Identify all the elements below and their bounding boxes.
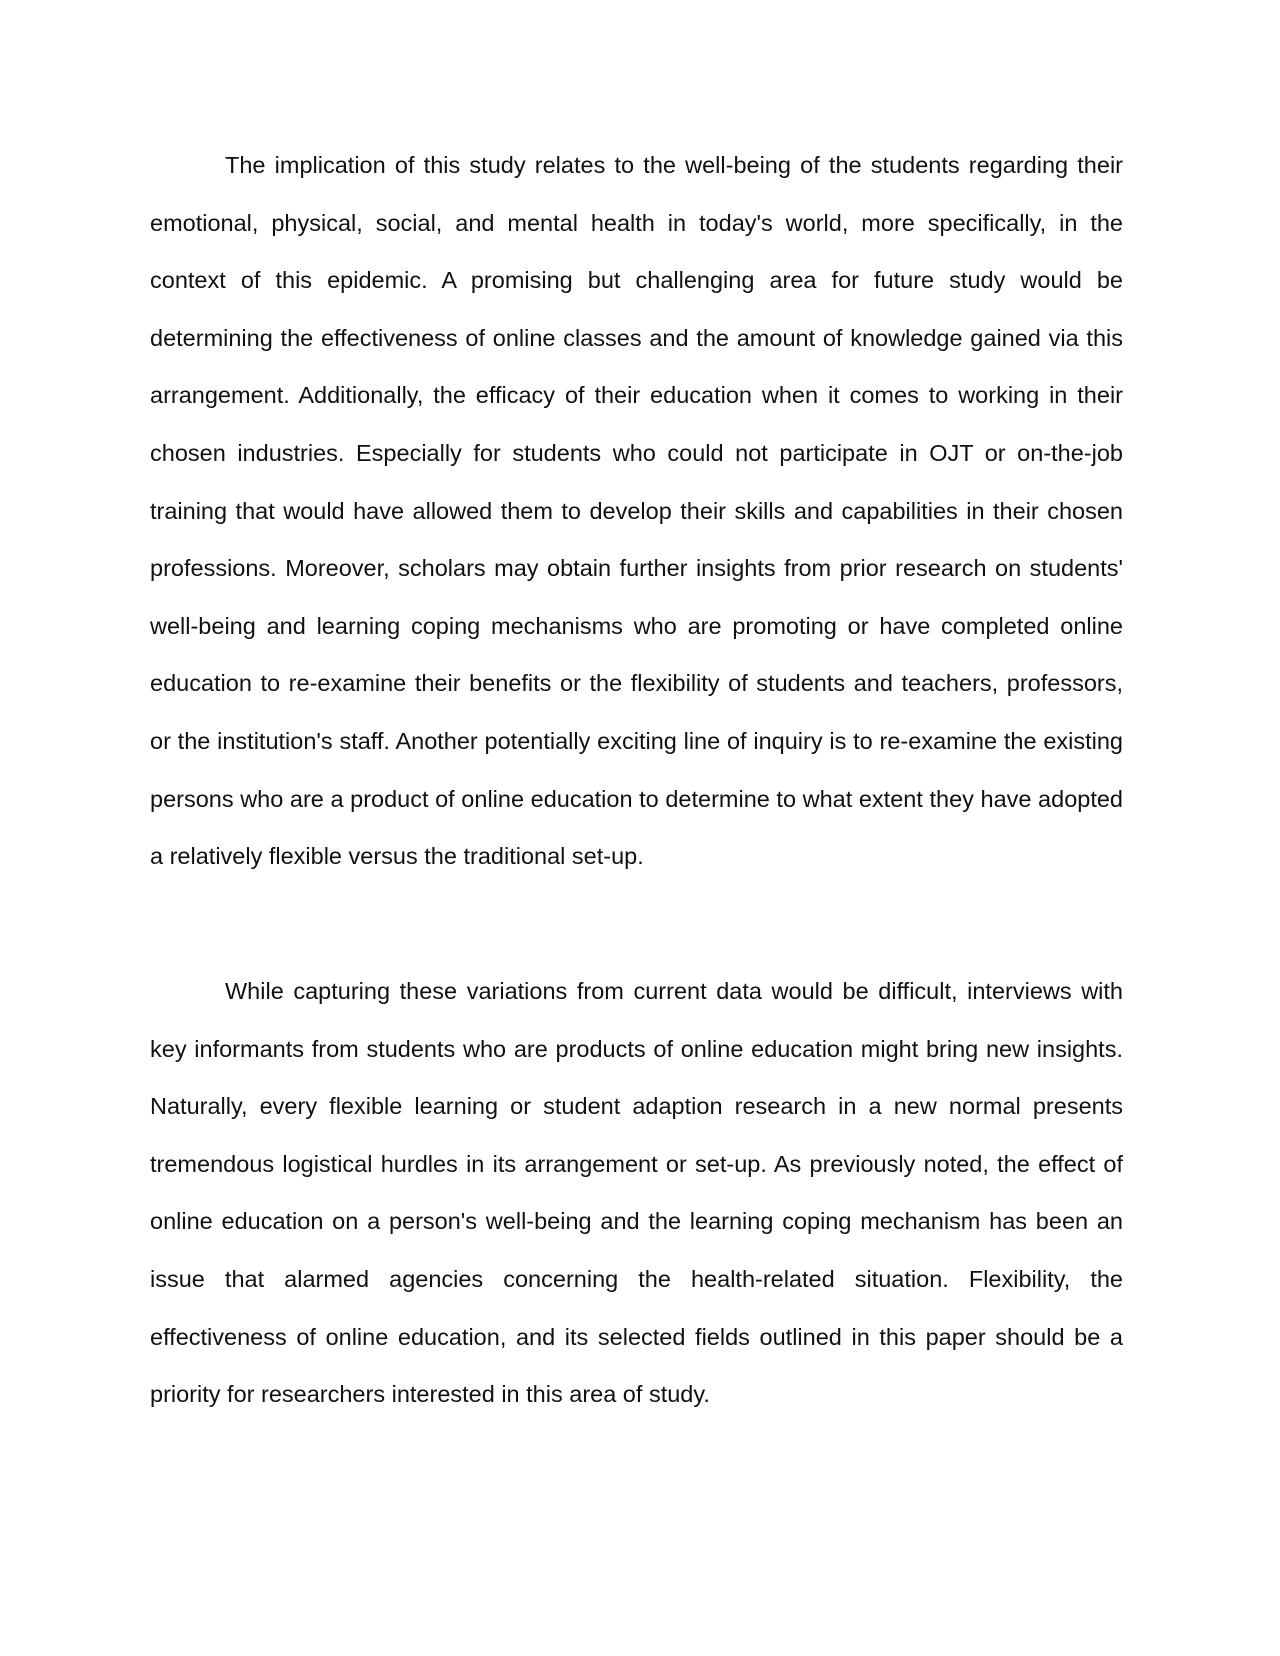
body-paragraph-implications: The implication of this study relates to the well-being of the students regarding their emotional, physical, social, and mental health in today's world, more specifically, in the context of this epidemic. A promising but challenging area for future study would be determining the effectiveness of online classes and the amount of knowledge gained via this arrangement. Additionally, the efficacy of their education when it comes to working in their chosen industries. Especially for students who could not participate in OJT or on-the-job training that would have allowed them to develop their skills and capabilities in their chosen professions. Moreover, scholars may obtain further insights from prior research on students' well-being and learning coping mechanisms who are promoting or have completed online education to re-examine their benefits or the flexibility of students and teachers, professors, or the institution's staff. Another potentially exciting line of inquiry is to re-examine the existing persons who are a product of online education to determine to what extent they have adopted a relatively flexible versus the traditional set-up. bbox=[150, 152, 1123, 870]
body-paragraph-future-research: While capturing these variations from current data would be difficult, interviews with key informants from students who are products of online education might bring new insights. Naturally, every flexible learning or student adaption research in a new normal presents tremendous logistical hurdles in its arrangement or set-up. As previously noted, the effect of online education on a person's well-being and the learning coping mechanism has been an issue that alarmed agencies concerning the health-related situation. Flexibility, the effectiveness of online education, and its selected fields outlined in this paper should be a priority for researchers interested in this area of study. bbox=[150, 978, 1123, 1408]
